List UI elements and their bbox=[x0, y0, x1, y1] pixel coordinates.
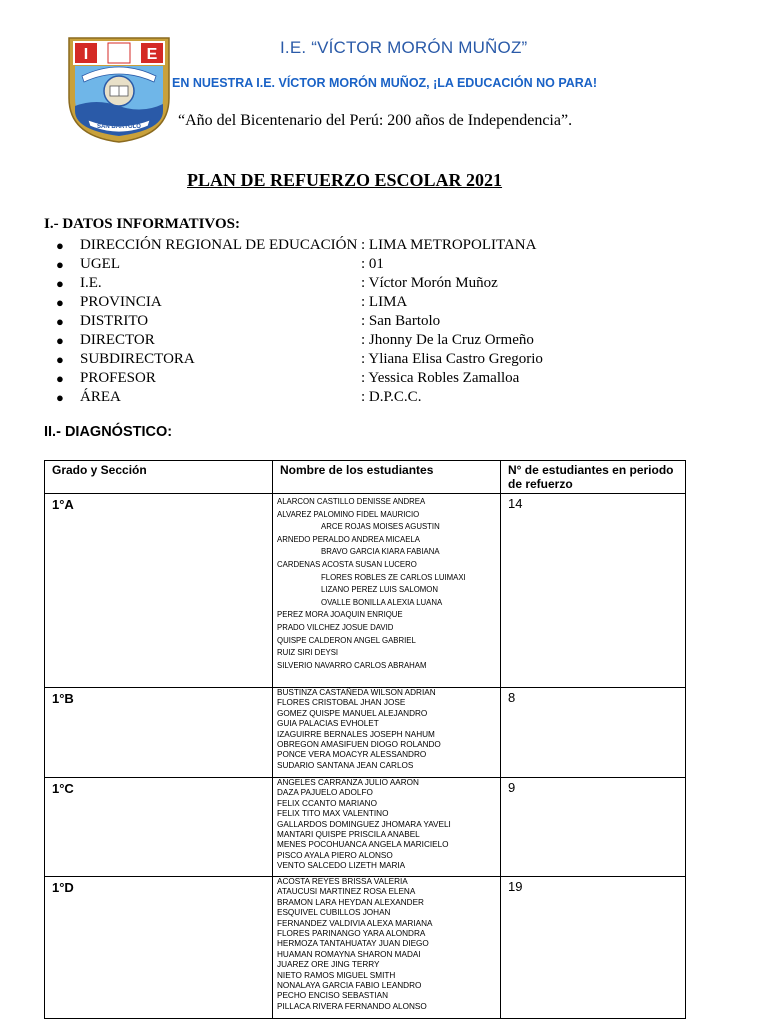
table-row bbox=[45, 778, 686, 877]
student-name: SUDARIO SANTANA JEAN CARLOS bbox=[277, 760, 414, 770]
student-name: HUAMAN ROMAYNA SHARON MADAI bbox=[277, 949, 421, 959]
info-label: I.E. bbox=[80, 275, 102, 291]
bullet-icon: ● bbox=[56, 295, 64, 310]
student-name: ARNEDO PERALDO ANDREA MICAELA bbox=[277, 534, 420, 544]
student-name: PEREZ MORA JOAQUIN ENRIQUE bbox=[277, 610, 403, 620]
school-slogan: EN NUESTRA I.E. VÍCTOR MORÓN MUÑOZ, ¡LA EDUCACIÓN NO PARA! bbox=[172, 76, 597, 90]
table-row bbox=[45, 877, 686, 1019]
student-name: FLORES ROBLES ZE CARLOS LUIMAXI bbox=[321, 572, 466, 582]
student-name: MANTARI QUISPE PRISCILA ANABEL bbox=[277, 829, 420, 839]
column-header-grade: Grado y Sección bbox=[45, 461, 273, 494]
grade-cell: 1°A bbox=[45, 494, 273, 688]
student-name: PONCE VERA MOACYR ALESSANDRO bbox=[277, 750, 427, 760]
student-name: QUISPE CALDERON ANGEL GABRIEL bbox=[277, 635, 416, 645]
student-name: ARCE ROJAS MOISES AGUSTIN bbox=[321, 522, 440, 532]
students-cell bbox=[273, 494, 501, 688]
student-name: BRAVO GARCIA KIARA FABIANA bbox=[321, 547, 440, 557]
student-name: PISCO AYALA PIERO ALONSO bbox=[277, 850, 393, 860]
student-name: FELIX TITO MAX VALENTINO bbox=[277, 809, 389, 819]
student-name: BUSTINZA CASTAÑEDA WILSON ADRIAN bbox=[277, 688, 436, 697]
info-value: : LIMA bbox=[361, 294, 408, 310]
count-cell: 14 bbox=[501, 494, 686, 688]
year-motto: “Año del Bicentenario del Perú: 200 años de Independencia”. bbox=[178, 112, 573, 129]
student-name: CARDENAS ACOSTA SUSAN LUCERO bbox=[277, 559, 417, 569]
svg-text:SAN BARTOLO: SAN BARTOLO bbox=[97, 124, 141, 130]
students-cell bbox=[273, 688, 501, 778]
diagnostic-table bbox=[44, 460, 686, 1019]
bullet-icon: ● bbox=[56, 352, 64, 367]
student-name: JUAREZ ORE JING TERRY bbox=[277, 960, 380, 970]
column-header-count: N° de estudiantes en periodo de refuerzo bbox=[501, 461, 686, 494]
student-name: ATAUCUSI MARTINEZ ROSA ELENA bbox=[277, 887, 416, 897]
bullet-icon: ● bbox=[56, 333, 64, 348]
student-name: PECHO ENCISO SEBASTIAN bbox=[277, 991, 389, 1001]
student-name: ACOSTA REYES BRISSA VALERIA bbox=[277, 877, 408, 886]
student-name: ANGELES CARRANZA JULIO AARON bbox=[277, 778, 419, 787]
student-name: HERMOZA TANTAHUATAY JUAN DIEGO bbox=[277, 939, 429, 949]
count-cell: 9 bbox=[501, 778, 686, 877]
student-name: GALLARDOS DOMINGUEZ JHOMARA YAVELI bbox=[277, 819, 451, 829]
student-name: ALARCON CASTILLO DENISSE ANDREA bbox=[277, 497, 426, 506]
section-diagnostico-heading: II.- DIAGNÓSTICO: bbox=[44, 424, 173, 440]
student-name: DAZA PAJUELO ADOLFO bbox=[277, 788, 373, 798]
info-value: : 01 bbox=[361, 256, 384, 272]
info-label: ÁREA bbox=[80, 389, 121, 405]
student-name: FLORES PARINANGO YARA ALONDRA bbox=[277, 928, 426, 938]
student-name: NONALAYA GARCIA FABIO LEANDRO bbox=[277, 980, 422, 990]
info-value: : San Bartolo bbox=[361, 313, 441, 329]
student-name: PRADO VILCHEZ JOSUE DAVID bbox=[277, 622, 394, 632]
table-row bbox=[45, 688, 686, 778]
info-value: : D.P.C.C. bbox=[361, 389, 422, 405]
svg-text:I: I bbox=[83, 46, 89, 63]
student-name: FLORES CRISTOBAL JHAN JOSE bbox=[277, 698, 406, 708]
student-name: FELIX CCANTO MARIANO bbox=[277, 798, 377, 808]
student-name: RUIZ SIRI DEYSI bbox=[277, 648, 339, 658]
bullet-icon: ● bbox=[56, 238, 64, 253]
info-value: : Jhonny De la Cruz Ormeño bbox=[361, 332, 534, 348]
student-name: BRAMON LARA HEYDAN ALEXANDER bbox=[277, 897, 424, 907]
table-header-row bbox=[45, 461, 686, 494]
student-name: FERNANDEZ VALDIVIA ALEXA MARIANA bbox=[277, 918, 433, 928]
count-cell: 19 bbox=[501, 877, 686, 1019]
bullet-icon: ● bbox=[56, 390, 64, 405]
info-label: DIRECCIÓN REGIONAL DE EDUCACIÓN bbox=[80, 237, 358, 253]
student-name: IZAGUIRRE BERNALES JOSEPH NAHUM bbox=[277, 729, 435, 739]
bullet-icon: ● bbox=[56, 276, 64, 291]
info-label: PROVINCIA bbox=[80, 294, 162, 310]
info-label: DISTRITO bbox=[80, 313, 149, 329]
grade-cell: 1°C bbox=[45, 778, 273, 877]
student-name: VENTO SALCEDO LIZETH MARIA bbox=[277, 861, 406, 871]
info-label: UGEL bbox=[80, 256, 120, 272]
students-cell bbox=[273, 877, 501, 1019]
bullet-icon: ● bbox=[56, 371, 64, 386]
grade-cell: 1°B bbox=[45, 688, 273, 778]
school-name: I.E. “VÍCTOR MORÓN MUÑOZ” bbox=[280, 38, 528, 57]
student-name: PILLACA RIVERA FERNANDO ALONSO bbox=[277, 1001, 427, 1011]
student-name: ALVAREZ PALOMINO FIDEL MAURICIO bbox=[277, 509, 420, 519]
student-name: GOMEZ QUISPE MANUEL ALEJANDRO bbox=[277, 708, 428, 718]
student-name: GUIA PALACIAS EVHOLET bbox=[277, 719, 379, 729]
info-value: : LIMA METROPOLITANA bbox=[361, 237, 537, 253]
student-name: MENES POCOHUANCA ANGELA MARICIELO bbox=[277, 840, 449, 850]
student-name: LIZANO PEREZ LUIS SALOMON bbox=[321, 585, 438, 595]
svg-text:E: E bbox=[146, 46, 158, 63]
bullet-icon: ● bbox=[56, 257, 64, 272]
info-value: : Yliana Elisa Castro Gregorio bbox=[361, 351, 543, 367]
students-cell bbox=[273, 778, 501, 877]
info-value: : Yessica Robles Zamalloa bbox=[361, 370, 520, 386]
student-name: NIETO RAMOS MIGUEL SMITH bbox=[277, 970, 396, 980]
column-header-students: Nombre de los estudiantes bbox=[273, 461, 501, 494]
info-value: : Víctor Morón Muñoz bbox=[361, 275, 498, 291]
document-title: PLAN DE REFUERZO ESCOLAR 2021 bbox=[187, 170, 503, 190]
info-label: DIRECTOR bbox=[80, 332, 155, 348]
student-name: OVALLE BONILLA ALEXIA LUANA bbox=[321, 597, 443, 607]
school-logo bbox=[66, 36, 172, 144]
info-label: PROFESOR bbox=[80, 370, 156, 386]
grade-cell: 1°D bbox=[45, 877, 273, 1019]
count-cell: 8 bbox=[501, 688, 686, 778]
table-row bbox=[45, 494, 686, 688]
student-name: ESQUIVEL CUBILLOS JOHAN bbox=[277, 908, 391, 918]
student-name: OBREGON AMASIFUEN DIOGO ROLANDO bbox=[277, 739, 441, 749]
section-datos-informativos-heading: I.- DATOS INFORMATIVOS: bbox=[44, 216, 240, 232]
info-label: SUBDIRECTORA bbox=[80, 351, 195, 367]
student-name: SILVERIO NAVARRO CARLOS ABRAHAM bbox=[277, 660, 427, 670]
bullet-icon: ● bbox=[56, 314, 64, 329]
